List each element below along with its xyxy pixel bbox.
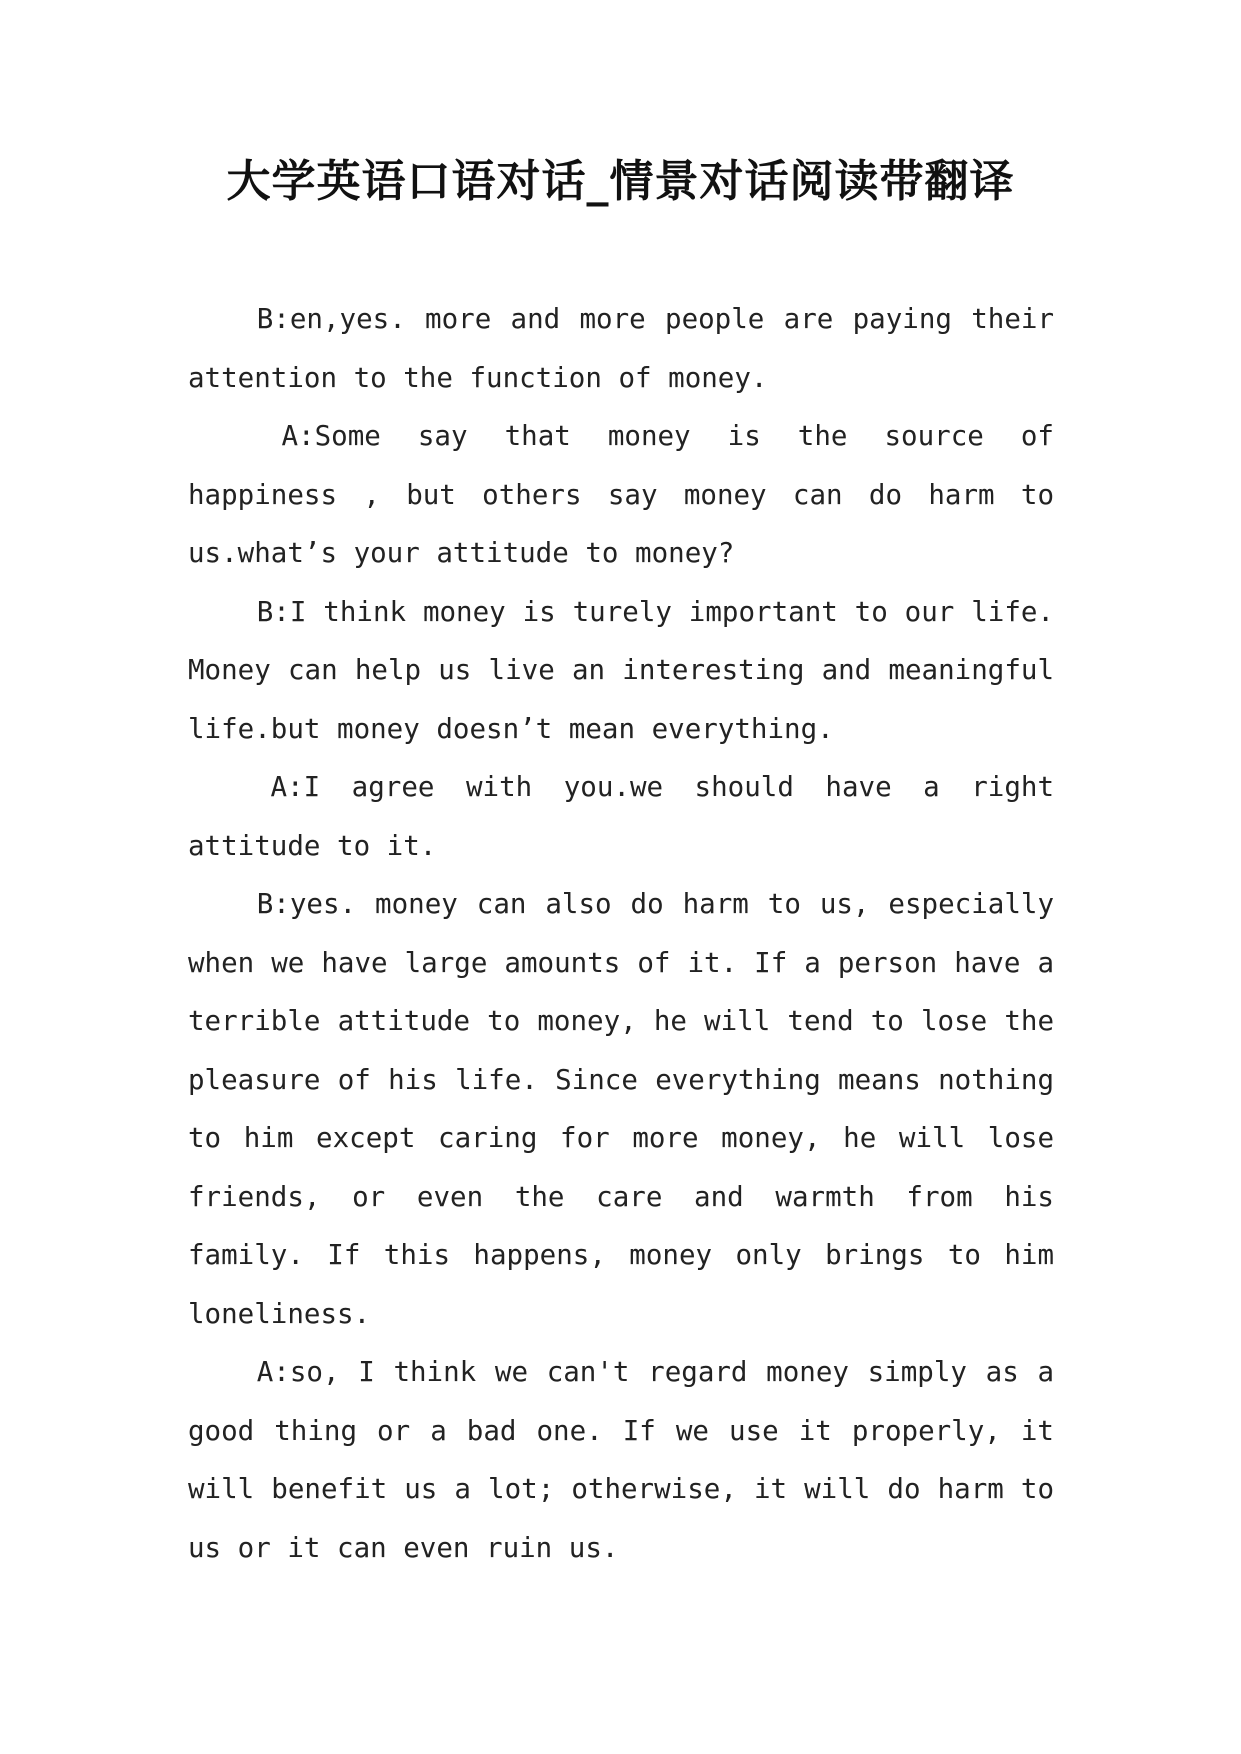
dialogue-paragraph: B:en,yes. more and more people are paying their attention to the function of money.	[188, 303, 1054, 394]
dialogue-paragraph: B:I think money is turely important to our life. Money can help us live an interesting and meaningful life.but money doesn’t mean everything.	[188, 595, 1054, 745]
dialogue-paragraph: B:yes. money can also do harm to us, especially when we have large amounts of it. If a person have a terrible attitude to money, he will tend to lose the pleasure of his life. Since everything means nothing to him except caring for more money, he will lose friends, or even the care and warmth from his family. If this happens, money only brings to him loneliness.	[188, 888, 1054, 1330]
dialogue-body	[188, 290, 1054, 1577]
document-title: 大学英语口语对话_情景对话阅读带翻译	[226, 156, 1015, 207]
dialogue-paragraph: A:I agree with you.we should have a right attitude to it.	[188, 771, 1054, 862]
dialogue-paragraph: A:so, I think we can't regard money simply as a good thing or a bad one. If we use it properly, it will benefit us a lot; otherwise, it will do harm to us or it can even ruin us.	[188, 1356, 1054, 1564]
dialogue-paragraph: A:Some say that money is the source of happiness , but others say money can do harm to us.what’s your attitude to money?	[188, 420, 1054, 569]
